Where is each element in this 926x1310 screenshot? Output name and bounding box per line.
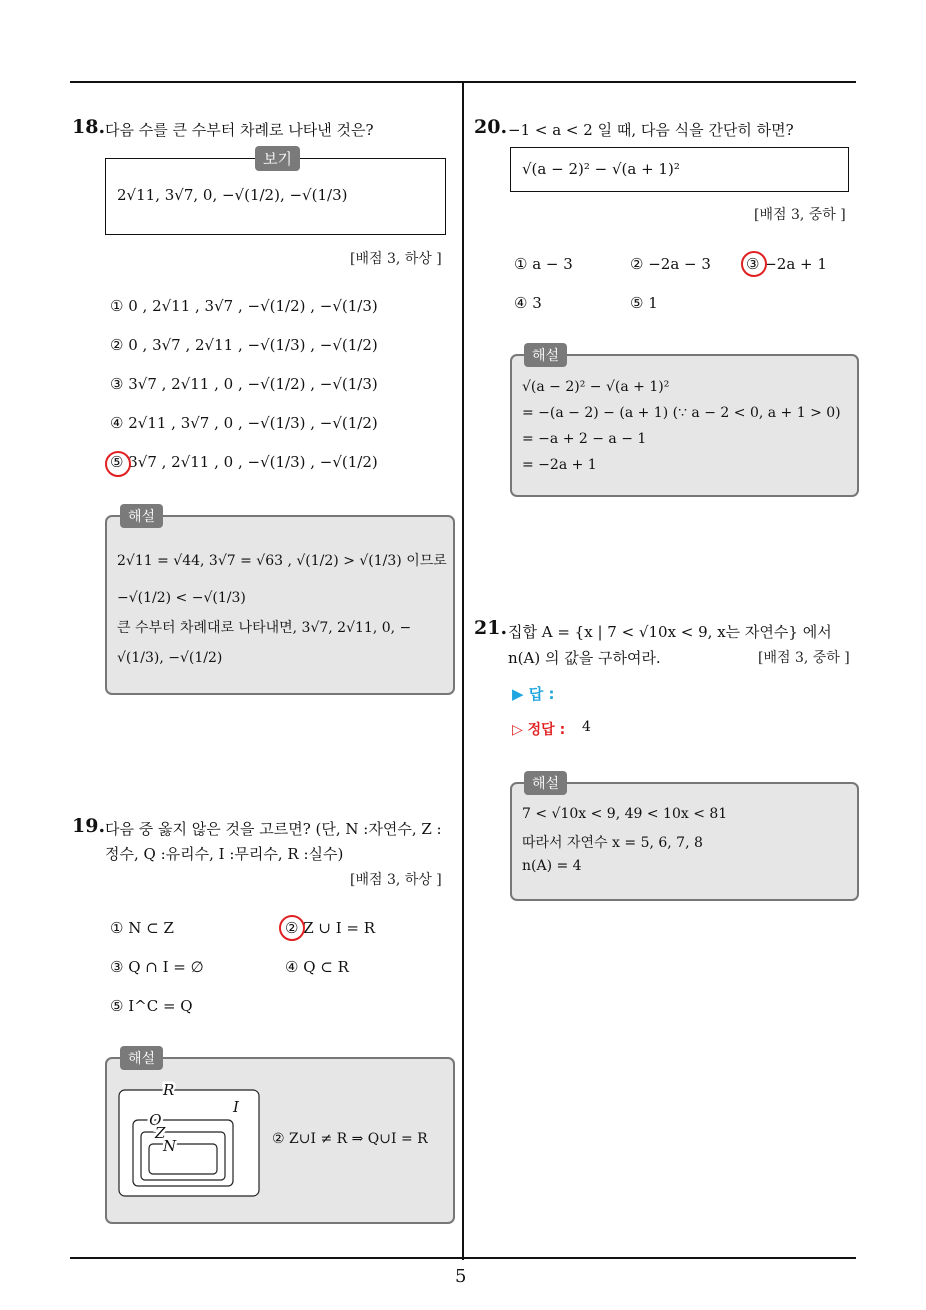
q20-expl-line-4: = −2a + 1 — [522, 457, 597, 473]
q18-choice-4[interactable]: ④ 2√11 , 3√7 , 0 , −√(1/3) , −√(1/2) — [110, 414, 378, 432]
q18-example-tag: 보기 — [255, 146, 300, 171]
q21-number: 21. — [474, 617, 508, 639]
q19-number: 19. — [72, 815, 106, 837]
q20-choice-5[interactable]: ⑤ 1 — [630, 294, 658, 312]
q20-choice-4[interactable]: ④ 3 — [514, 294, 542, 312]
q18-expl-line-3: 큰 수부터 차례대로 나타내면, 3√7, 2√11, 0, − — [117, 620, 412, 636]
venn-label-n: N — [163, 1137, 177, 1155]
q20-number: 20. — [474, 116, 508, 138]
q18-question: 다음 수를 큰 수부터 차례로 나타낸 것은? — [105, 121, 374, 139]
q19-choice-1[interactable]: ① N ⊂ Z — [110, 919, 174, 937]
q18-choice-1[interactable]: ① 0 , 2√11 , 3√7 , −√(1/2) , −√(1/3) — [110, 297, 378, 315]
q18-choice-3[interactable]: ③ 3√7 , 2√11 , 0 , −√(1/2) , −√(1/3) — [110, 375, 378, 393]
page-number: 5 — [455, 1266, 467, 1287]
q19-choice-3[interactable]: ③ Q ∩ I = ∅ — [110, 958, 204, 976]
q21-correct-label: ▷ 정답 : — [512, 722, 566, 738]
q21-answer-label[interactable]: ▶ 답 : — [512, 685, 555, 703]
q19-expl-text: ② Z∪I ≠ R ⇒ Q∪I = R — [272, 1131, 428, 1147]
venn-label-q: Q — [149, 1111, 162, 1129]
q20-choice-3[interactable]: ③ −2a + 1 — [746, 255, 827, 273]
column-divider — [462, 82, 464, 1260]
venn-label-i: I — [233, 1098, 239, 1116]
q20-question: −1 < a < 2 일 때, 다음 식을 간단히 하면? — [508, 121, 794, 139]
q19-answer-mark — [279, 915, 305, 941]
q19-choice-5[interactable]: ⑤ I^C = Q — [110, 997, 193, 1015]
q20-expl-line-1: √(a − 2)² − √(a + 1)² — [522, 379, 670, 395]
q19-explanation-tag: 해설 — [120, 1046, 163, 1070]
q20-choice-1[interactable]: ① a − 3 — [514, 255, 573, 273]
q18-explanation-tag: 해설 — [120, 504, 163, 528]
q21-expl-line-2: 따라서 자연수 x = 5, 6, 7, 8 — [522, 835, 703, 851]
q20-choice-2[interactable]: ② −2a − 3 — [630, 255, 711, 273]
venn-label-z: Z — [155, 1124, 166, 1142]
venn-label-r: R — [163, 1081, 175, 1099]
q18-score: [배점 3, 하상 ] — [350, 251, 442, 267]
q20-expression: √(a − 2)² − √(a + 1)² — [522, 160, 680, 178]
q20-explanation-box — [510, 354, 859, 497]
q21-expl-line-3: n(A) = 4 — [522, 858, 582, 874]
q19-question-line2: 정수, Q :유리수, I :무리수, R :실수) — [105, 845, 344, 863]
q18-expl-line-2: −√(1/2) < −√(1/3) — [117, 590, 246, 606]
q18-expl-line-1: 2√11 = √44, 3√7 = √63 , √(1/2) > √(1/3) 이므로 — [117, 553, 447, 569]
q21-question-line1: 집합 A = {x | 7 < √10x < 9, x는 자연수} 에서 — [508, 623, 832, 641]
q21-question-line2: n(A) 의 값을 구하여라. — [508, 649, 661, 667]
q21-score: [배점 3, 중하 ] — [758, 650, 850, 666]
q18-example-content: 2√11, 3√7, 0, −√(1/2), −√(1/3) — [117, 186, 348, 204]
q19-choice-4[interactable]: ④ Q ⊂ R — [285, 958, 349, 976]
q21-explanation-tag: 해설 — [524, 771, 567, 795]
q19-venn-diagram — [115, 1078, 265, 1200]
q21-expl-line-1: 7 < √10x < 9, 49 < 10x < 81 — [522, 806, 728, 822]
q18-choice-5[interactable]: ⑤ 3√7 , 2√11 , 0 , −√(1/3) , −√(1/2) — [110, 453, 378, 471]
q19-choice-2[interactable]: ② Z ∪ I = R — [285, 919, 376, 937]
q20-score: [배점 3, 중하 ] — [754, 207, 846, 223]
q19-question-line1: 다음 중 옳지 않은 것을 고르면? (단, N :자연수, Z : — [105, 820, 442, 838]
q20-explanation-tag: 해설 — [524, 343, 567, 367]
q18-choice-2[interactable]: ② 0 , 3√7 , 2√11 , −√(1/3) , −√(1/2) — [110, 336, 378, 354]
q21-correct-value: 4 — [582, 719, 591, 735]
q20-expl-line-2: = −(a − 2) − (a + 1) (∵ a − 2 < 0, a + 1 > 0) — [522, 405, 841, 421]
q18-expl-line-4: √(1/3), −√(1/2) — [117, 650, 223, 666]
q18-answer-mark — [105, 451, 131, 477]
q20-expl-line-3: = −a + 2 − a − 1 — [522, 431, 647, 447]
q19-score: [배점 3, 하상 ] — [350, 872, 442, 888]
q18-number: 18. — [72, 116, 106, 138]
q20-answer-mark — [741, 251, 767, 277]
